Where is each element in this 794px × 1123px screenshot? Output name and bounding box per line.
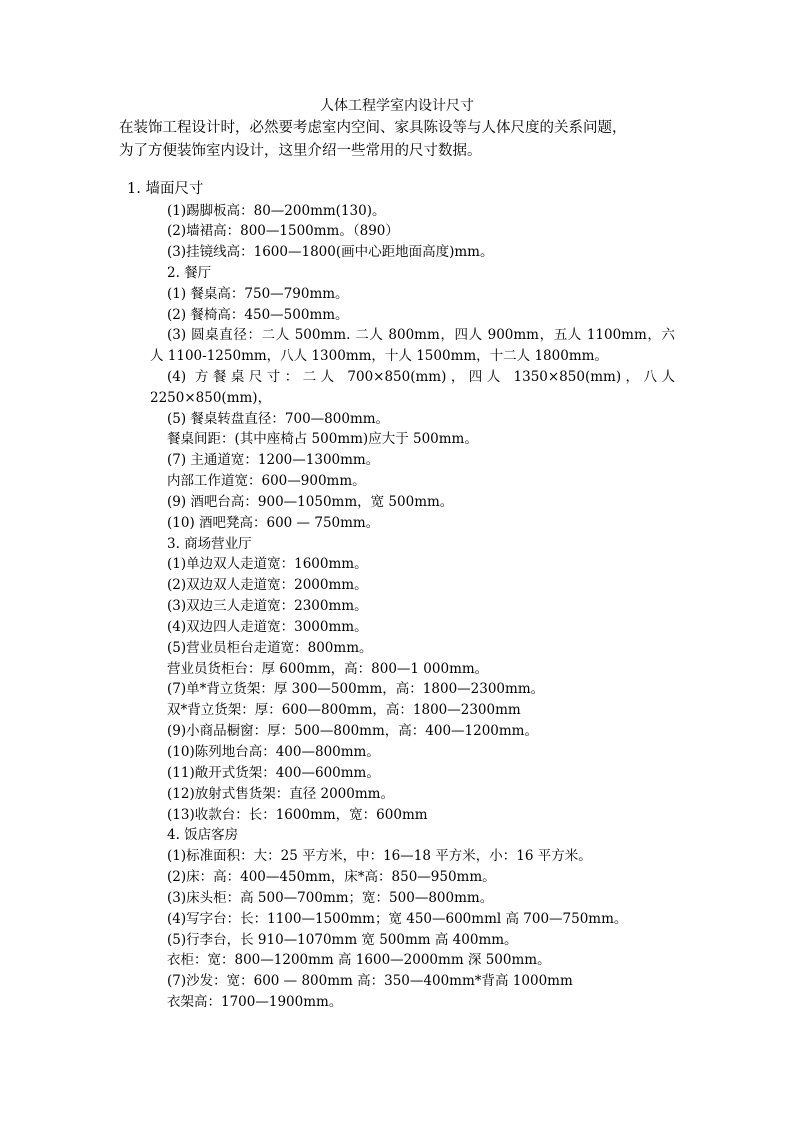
list-item: (1)标准面积：大：25 平方米，中：16—18 平方米，小：16 平方米。 <box>167 848 592 864</box>
list-item: (3)床头柜：高 500—700mm；宽：500—800mm。 <box>167 890 494 906</box>
list-item: (1) 餐桌高：750—790mm。 <box>167 286 349 302</box>
list-item: (9) 酒吧台高：900—1050mm，宽 500mm。 <box>167 494 454 510</box>
list-item: (2)墙裙高：800—1500mm。（890） <box>167 223 399 239</box>
intro-line-1: 在装饰工程设计时，必然要考虑室内空间、家具陈设等与人体尺度的关系问题， <box>119 120 627 136</box>
list-item: (3)挂镜线高：1600—1800(画中心距地面高度)mm。 <box>167 244 494 260</box>
list-item: (1)踢脚板高：80—200mm(130)。 <box>167 203 386 219</box>
list-item: (7) 主通道宽：1200—1300mm。 <box>167 452 380 468</box>
section-heading-wall: 1. 墙面尺寸 <box>127 181 204 197</box>
section-heading-mall: 3. 商场营业厅 <box>167 536 252 552</box>
list-item: 内部工作道宽：600—900mm。 <box>167 473 366 489</box>
list-item: (10)陈列地台高：400—800mm。 <box>167 744 380 760</box>
list-item-wrapped-start: (3) 圆桌直径：二人 500mm. 二人 800mm，四人 900mm，五人 1100mm，六 <box>167 327 675 343</box>
list-item: (2)双边双人走道宽：2000mm。 <box>167 577 368 593</box>
section-heading-dining: 2. 餐厅 <box>167 265 212 281</box>
list-item-wrapped-cont: 人 1100-1250mm，八人 1300mm，十人 1500mm，十二人 1800mm。 <box>150 348 608 364</box>
section-heading-hotel: 4. 饭店客房 <box>167 827 239 843</box>
list-item: (13)收款台：长：1600mm，宽：600mm <box>167 807 428 823</box>
list-item: (9)小商品橱窗：厚：500—800mm，高：400—1200mm。 <box>167 723 538 739</box>
list-item: (2) 餐椅高：450—500mm。 <box>167 307 349 323</box>
list-item: (3)双边三人走道宽：2300mm。 <box>167 598 368 614</box>
list-item: (11)敞开式货架：400—600mm。 <box>167 765 380 781</box>
list-item: (7)单*背立货架：厚 300—500mm，高：1800—2300mm。 <box>167 681 545 697</box>
list-item: (5)营业员柜台走道宽：800mm。 <box>167 640 373 656</box>
list-item-wrapped-cont: 2250×850(mm)， <box>150 390 272 406</box>
list-item-wrapped-start: (4) 方餐桌尺寸：二人 700×850(mm)，四人 1350×850(mm)，八人 <box>167 369 675 385</box>
list-item: 营业员货柜台：厚 600mm，高：800—1 000mm。 <box>167 661 489 677</box>
list-item: 双*背立货架：厚：600—800mm，高：1800—2300mm <box>167 702 521 718</box>
list-item: (12)放射式售货架：直径 2000mm。 <box>167 786 394 802</box>
list-item: (5) 餐桌转盘直径：700—800mm。 <box>167 411 390 427</box>
list-item: (2)床：高：400—450mm，床*高：850—950mm。 <box>167 869 496 885</box>
list-item: 衣柜：宽：800—1200mm 高 1600—2000mm 深 500mm。 <box>167 952 551 968</box>
list-item: (4)写字台：长：1100—1500mm；宽 450—600mml 高 700—750mm。 <box>167 911 628 927</box>
document-title: 人体工程学室内设计尺寸 <box>320 98 474 114</box>
list-item: (5)行李台，长 910—1070mm 宽 500mm 高 400mm。 <box>167 932 518 948</box>
intro-line-2: 为了方便装饰室内设计，这里介绍一些常用的尺寸数据。 <box>119 143 482 159</box>
list-item: (4)双边四人走道宽：3000mm。 <box>167 619 368 635</box>
list-item: (1)单边双人走道宽：1600mm。 <box>167 556 368 572</box>
list-item: (10) 酒吧凳高：600 — 750mm。 <box>167 515 380 531</box>
list-item: 餐桌间距：(其中座椅占 500mm)应大于 500mm。 <box>167 431 478 447</box>
list-item: 衣架高：1700—1900mm。 <box>167 994 343 1010</box>
list-item: (7)沙发：宽：600 — 800mm 高：350—400mm*背高 1000mm <box>167 973 573 989</box>
